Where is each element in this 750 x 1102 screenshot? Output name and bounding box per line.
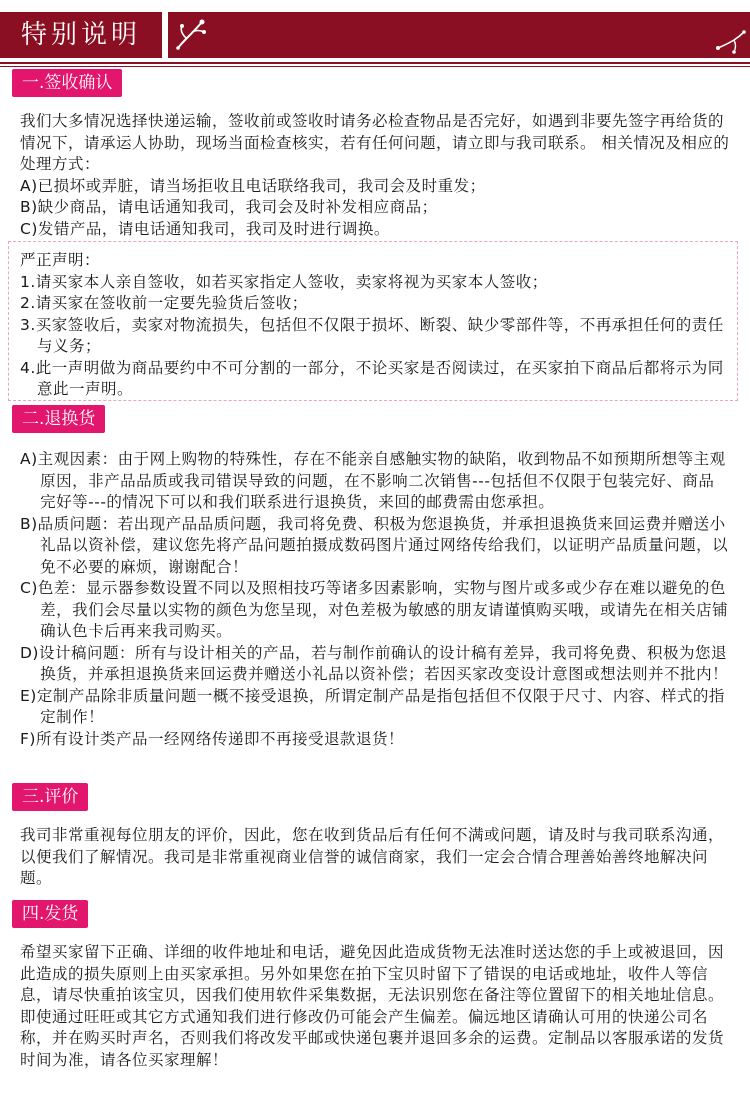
section-label-return: 二.退换货 bbox=[12, 405, 105, 433]
notice-item-3: 3.买家签收后，卖家对物流损失，包括但不仅限于损坏、断裂、缺少零部件等，不再承担任何的责任与义务； bbox=[20, 315, 724, 355]
floral-corner-icon bbox=[708, 28, 748, 58]
sign-intro: 我们大多情况选择快递运输，签收前或签收时请务必检查物品是否完好，如遇到非要先签字再给货的情况下，请承运人协助，现场当面检查核实，若有任何问题，请立即与我司联系。 相关情况及相应的处理方式： bbox=[20, 112, 730, 173]
section-shipping-body bbox=[20, 942, 730, 1071]
return-item-f: F)所有设计类产品一经网络传递即不再接受退款退货！ bbox=[20, 729, 404, 748]
section-return-body bbox=[20, 449, 730, 750]
sign-item-a: A)已损坏或弄脏，请当场拒收且电话联络我司，我司会及时重发； bbox=[20, 176, 486, 195]
header-divider-thin bbox=[0, 66, 750, 67]
header-banner bbox=[168, 12, 750, 58]
notice-title: 严正声明： bbox=[20, 251, 101, 269]
header-divider bbox=[0, 62, 750, 64]
notice-item-2: 2.请买家在签收前一定要先验货后签收； bbox=[20, 294, 308, 312]
section-review-body bbox=[20, 825, 730, 890]
page-title: 特别说明 bbox=[20, 20, 141, 50]
section-label-review: 三.评价 bbox=[12, 783, 88, 811]
notice-item-4: 4.此一声明做为商品要约中不可分割的一部分，不论买家是否阅读过，在买家拍下商品后都将示为同意此一声明。 bbox=[20, 358, 724, 398]
return-item-d: D)设计稿问题：所有与设计相关的产品，若与制作前确认的设计稿有差异，我司将免费、积极为您退换货，并承担退换货来回运费并赠送小礼品以资补偿；若因买家改变设计意图或想法则并不批内！ bbox=[20, 643, 729, 683]
sign-item-c: C)发错产品，请电话通知我司，我司及时进行调换。 bbox=[20, 219, 390, 238]
review-text: 我司非常重视每位朋友的评价，因此，您在收到货品后有任何不满或问题，请及时与我司联系沟通，以便我们了解情况。我司是非常重视商业信誉的诚信商家，我们一定会合情合理善始善终地解决问题。 bbox=[20, 826, 725, 887]
shipping-text: 希望买家留下正确、详细的收件地址和电话，避免因此造成货物无法准时送达您的手上或被退回，因此造成的损失原则上由买家承担。另外如果您在拍下宝贝时留下了错误的电话或地址，收件人等信息，请尽快重拍该宝贝，因我们使用软件采集数据，无法识别您在备注等位置留下的相关地址信息。即使通过旺旺或其它方式通知我们进行修改仍可能会产生偏差。偏远地区请确认可用的快递公司名称，并在购买时声名，否则我们将改发平邮或快递包裹并退回多余的运费。定制品以客服承诺的发货时间为准，请各位买家理解！ bbox=[20, 943, 725, 1069]
section-sign-body bbox=[20, 111, 730, 240]
sign-item-b: B)缺少商品，请电话通知我司，我司会及时补发相应商品； bbox=[20, 198, 438, 216]
return-item-e: E)定制产品除非质量问题一概不接受退换，所谓定制产品是指包括但不仅限于尺寸、内容、样式的指定制作！ bbox=[20, 686, 725, 726]
return-item-a: A)主观因素：由于网上购物的特殊性，存在不能亲自感触实物的缺陷，收到物品不如预期所想等主观原因，非产品品质或我司错误导致的问题，在不影响二次销售---包括但不仅限于包装完好、商品完好等---的情况下可以和我们联系进行退换货，来回的邮费需由您承担。 bbox=[20, 450, 726, 511]
section-label-shipping: 四.发货 bbox=[12, 900, 88, 928]
notice-body bbox=[20, 250, 730, 401]
notice-item-1: 1.请买家本人亲自签收，如若买家指定人签收，卖家将视为买家本人签收； bbox=[20, 272, 548, 291]
section-label-sign: 一.签收确认 bbox=[12, 69, 122, 97]
title-box bbox=[0, 12, 162, 58]
page-header bbox=[0, 0, 750, 70]
floral-ornament-icon bbox=[172, 14, 212, 54]
return-item-c: C)色差：显示器参数设置不同以及照相技巧等诸多因素影响，实物与图片或多或少存在难以避免的色差，我们会尽量以实物的颜色为您呈现，对色差极为敏感的朋友请谨慎购买哦，或请先在相关店铺确认色卡后再来我司购买。 bbox=[20, 579, 729, 640]
return-item-b: B)品质问题：若出现产品品质问题，我司将免费、积极为您退换货，并承担退换货来回运费并赠送小礼品以资补偿，建议您先将产品问题拍摄成数码图片通过网络传给我们，以证明产品质量问题，以免不必要的麻烦，谢谢配合！ bbox=[20, 514, 729, 576]
